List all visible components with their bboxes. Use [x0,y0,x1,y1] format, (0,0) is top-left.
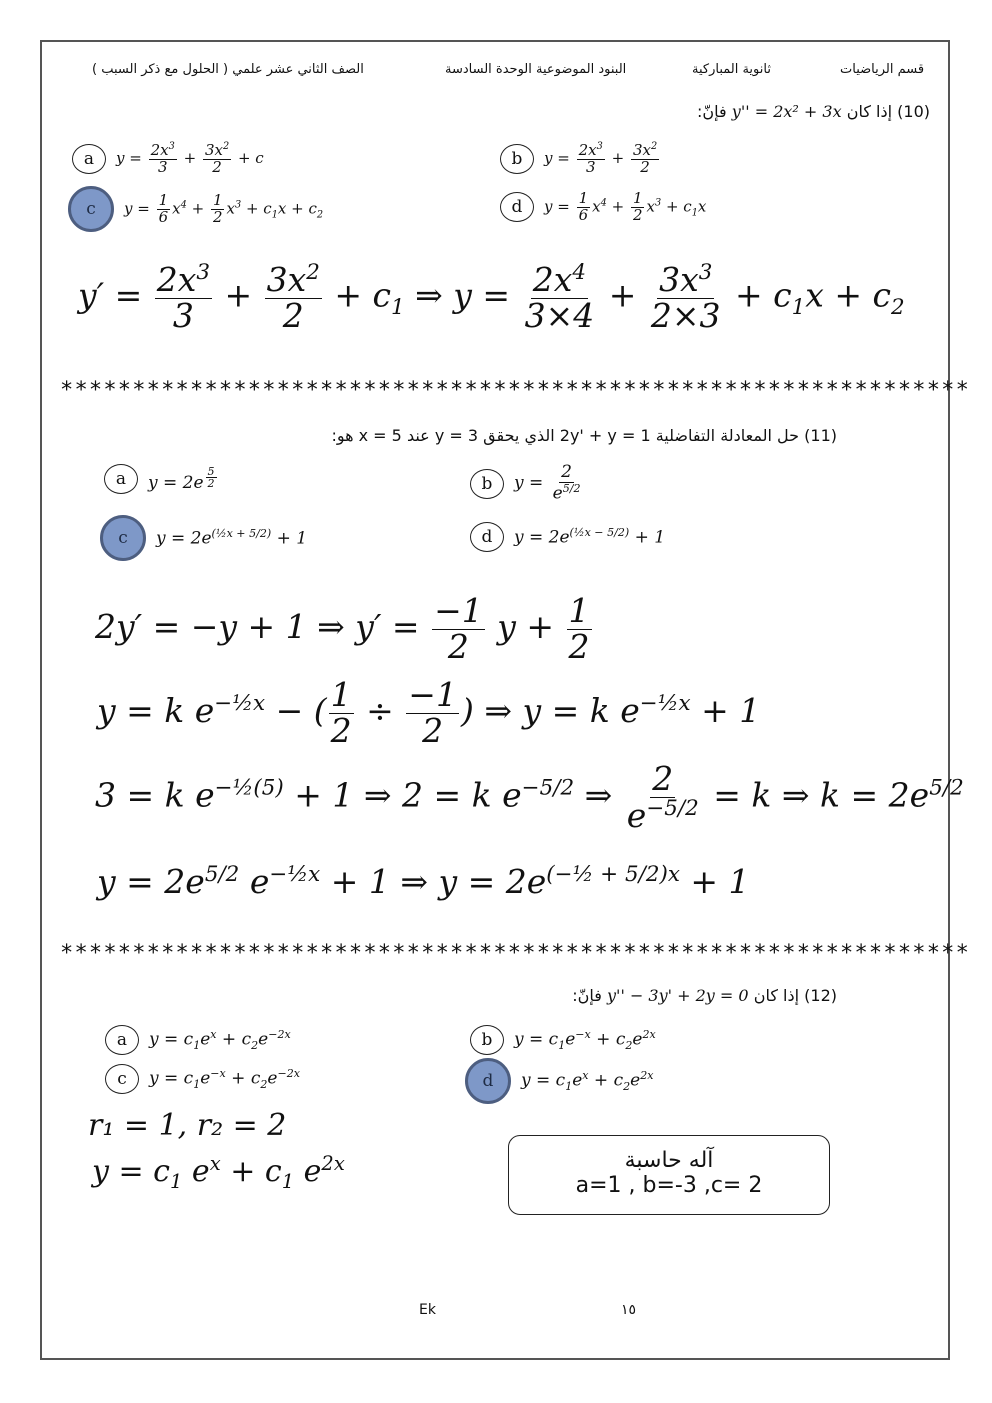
question-11 [331,426,837,445]
q11-solution-line-3: 3 = k $e^{-\frac{1}{2}(5)} + 1$ ⇒ 2 = k $e^{-5/2}$ ⇒ $\frac{2}{e^{-5/2}}$ = k ⇒ $k = 2e^{5/2}$ [95,759,964,835]
separator-2: *************************************************************** [60,941,971,966]
calculator-note-box [508,1135,830,1215]
question-number: (12) [804,986,837,1005]
question-text: إذا كان [846,102,893,121]
option-badge: a [104,464,138,494]
header-class-note: الصف الثاني عشر علمي ( الحلول مع ذكر السبب ) [92,62,364,77]
question-equation: y'' = 2x² + 3x [731,102,842,121]
question-number: (10) [897,102,930,121]
option-formula: y = $\frac{1}{6}$ $x^4$ + $\frac{1}{2}$ $x^3 + c_1x$ [544,189,707,224]
q12-roots: r₁ = 1, r₂ = 2 [88,1108,287,1143]
header-school: ثانوية المباركية [692,62,771,77]
question-text: إذا كان [753,986,800,1005]
option-formula: $y = c_1e^x + c_2e^{-2x}$ [149,1027,291,1053]
footer-page-number: ١٥ [621,1302,637,1318]
q12-option-a[interactable] [105,1025,291,1055]
question-equation: y'' − 3y' + 2y = 0 [607,986,749,1005]
q11-solution-line-1: 2y′ = −y + 1 ⇒ y′ = $\frac{-1}{2}$ y + $\frac{1}{2}$ [95,591,590,666]
option-formula: $y = c_1e^{-x} + c_2e^{2x}$ [514,1027,656,1053]
q11-option-c[interactable] [100,515,307,561]
q11-solution-line-4: $y = 2e^{5/2}$ $e^{-\frac{1}{2}x} + 1$ ⇒ $y = 2e^{(-\frac{1}{2} + 5/2)x} + 1$ [97,862,750,901]
option-badge-selected: c [100,515,146,561]
question-text-after: فإنّ: [697,102,727,121]
question-12 [572,986,837,1005]
question-text-after: فإنّ: [572,986,602,1005]
q12-option-d[interactable] [465,1058,653,1104]
option-badge: a [105,1025,139,1055]
option-badge: b [470,469,504,499]
separator-1: *************************************************************** [60,378,971,403]
q10-option-c[interactable] [68,186,323,232]
option-badge: b [500,144,534,174]
option-formula: $y = c_1e^x + c_2e^{2x}$ [521,1068,654,1094]
option-badge: a [72,144,106,174]
q11-option-a[interactable] [104,464,219,494]
option-badge: d [470,522,504,552]
option-formula: $y = c_1e^{-x} + c_2e^{-2x}$ [149,1066,300,1092]
option-formula: $y = 2e^{(\frac{1}{2}x - 5/2)} + 1$ [514,526,666,548]
option-formula: y = 2e $^{\frac{5}{2}}$ [148,464,215,493]
option-badge: c [105,1064,139,1094]
option-badge-selected: d [465,1058,511,1104]
q11-option-d[interactable] [470,522,665,552]
question-10 [697,102,930,121]
q10-option-a[interactable] [72,142,264,176]
q12-solution: $y = c_1$ $e^x + c_1$ $e^{2x}$ [92,1152,345,1193]
calculator-values: a=1 , b=-3 ,c= 2 [575,1173,763,1198]
calculator-title: آله حاسبة [624,1148,714,1173]
option-formula: y = $\frac{2}{e^{5/2}}$ [514,462,581,504]
q10-option-b[interactable] [500,142,661,176]
question-text: حل المعادلة التفاضلية 2y' + y = 1 الذي يحقق y = 3 عند x = 5 هو: [331,426,800,445]
question-number: (11) [804,426,837,445]
q10-option-d[interactable] [500,191,706,224]
option-badge: b [470,1025,504,1055]
header-department: قسم الرياضيات [840,62,925,77]
option-formula: y = $\frac{2x^3}{3}$ + $\frac{3x^2}{2}$ [544,141,658,176]
q11-option-b[interactable] [470,464,585,503]
option-formula: $y = 2e^{(\frac{1}{2}x + 5/2)} + 1$ [156,527,308,549]
header-unit: البنود الموضوعية الوحدة السادسة [445,62,627,77]
q11-solution-line-2: y = k $e^{-\frac{1}{2}x}$ − ( $\frac{1}{2}$ ÷ $\frac{-1}{2}$ ) ⇒ y = k $e^{-\frac{1}{2}x} + 1$ [97,675,761,750]
q12-option-c[interactable] [105,1064,300,1094]
footer-author: Ek [419,1302,436,1318]
option-badge: d [500,192,534,222]
q12-option-b[interactable] [470,1025,656,1055]
q10-solution: y′ = $\frac{2x^3}{3}$ + $\frac{3x^2}{2}$ + $c_1$ ⇒ y = $\frac{2x^4}{3\times 4}$ + $\frac{3x^3}{2\times 3}$ + $c_1x + c_2$ [78,260,905,335]
option-formula: y = $\frac{1}{6}$ $x^4$ + $\frac{1}{2}$ $x^3 + c_1x + c_2$ [124,190,324,226]
option-badge-selected: c [68,186,114,232]
option-formula: y = $\frac{2x^3}{3}$ + $\frac{3x^2}{2}$ + c [116,141,264,176]
